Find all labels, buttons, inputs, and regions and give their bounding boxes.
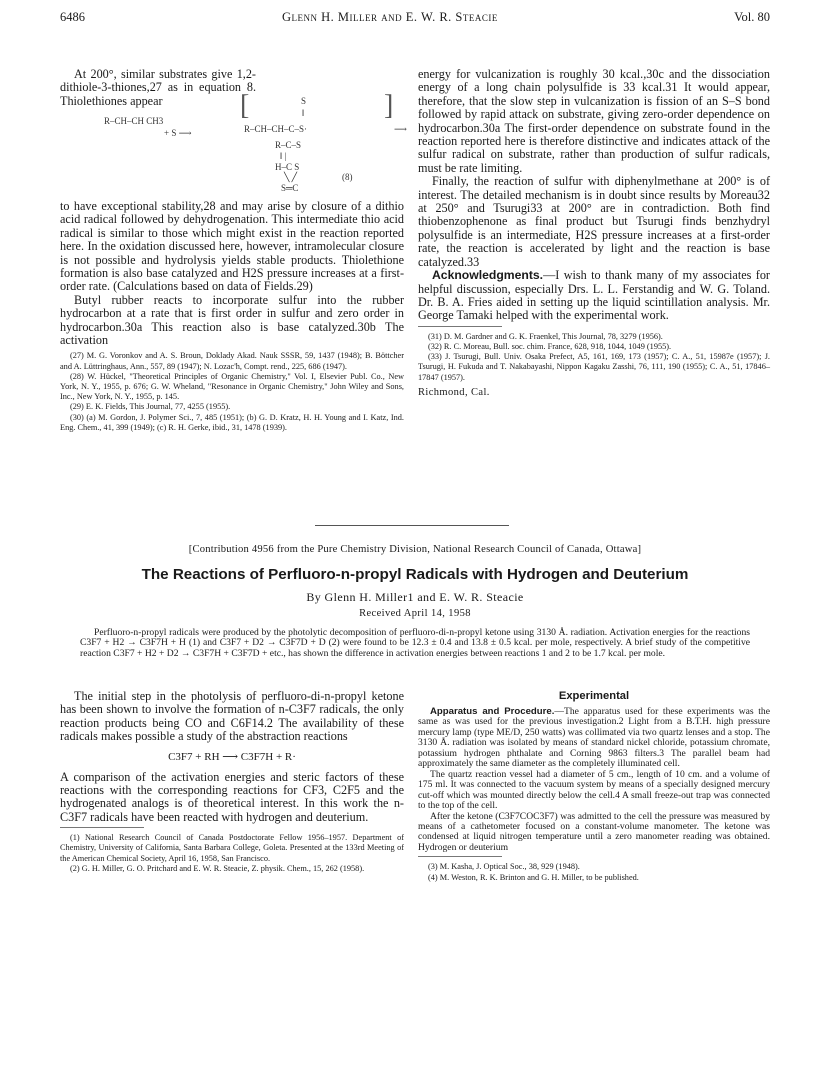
scheme-ring-4: ╲ ╱ [284, 172, 298, 182]
scheme-arrow: ⟶ [394, 124, 407, 134]
footnote: (32) R. C. Moreau, Bull. soc. chim. France, 628, 918, 1044, 1049 (1955). [428, 341, 672, 351]
left-column-body [60, 200, 404, 433]
equation-number: (8) [342, 172, 353, 182]
paragraph [418, 707, 770, 770]
running-header [60, 10, 770, 26]
footnote: (27) M. G. Voronkov and A. S. Broun, Doklady Akad. Nauk SSSR, 59, 1437 (1948); B. Böttcher and A. Lüttringhaus, Ann., 557, 89 (1947); N. Lozac'h, Compt. rend., 225, 686 (1947). [60, 351, 404, 371]
ack-text: —I wish to thank many of my associates for helpful discussion, especially Drs. L. L. Ferstandig and W. G. Toland. Dr. B. A. Fries aided in setting up the liquid scintillation analysis. Mr. George Tamaki helped with the experimental work. [418, 268, 770, 323]
city: Richmond, Cal. [418, 386, 490, 398]
footnote: (30) (a) M. Gordon, J. Polymer Sci., 7, 485 (1951); (b) G. D. Kratz, H. H. Young and I. Katz, Ind. Eng. Chem., 41, 399 (1949); (c) R. H. Gerke, ibid., 31, 1478 (1939). [60, 412, 404, 432]
footnote-rule [60, 827, 144, 828]
article-left-column [60, 690, 404, 874]
volume-label: Vol. 80 [734, 10, 770, 24]
footnote-rule [418, 326, 502, 327]
paragraph: The initial step in the photolysis of perfluoro-di-n-propyl ketone has been shown to involve the formation of n-C3F7 radicals, the only reaction products being CO and C6F14.2 The availability of these radicals makes possible a study of the abstraction reactions [60, 689, 404, 744]
footnote: (28) W. Hückel, "Theoretical Principles of Organic Chemistry," Vol. I, Elsevier Publ. Co., New York, N. Y., 1955, p. 676; G. W. Wheland, "Resonance in Organic Chemistry," John Wiley and Sons, Inc., New York, N. Y., 1955, p. 145. [60, 371, 404, 402]
footnote: (3) M. Kasha, J. Optical Soc., 38, 929 (1948). [428, 862, 580, 872]
received-date: Received April 14, 1958 [359, 608, 471, 619]
paragraph: After the ketone (C3F7COC3F7) was admitted to the cell the pressure was measured by means of a cathetometer focused on a constant-volume manometer. The ketone was condensed at liquid nitrogen temperature until a zero manometer reading was obtained. Hydrogen or deuterium [418, 810, 770, 853]
footnote: (31) D. M. Gardner and G. K. Fraenkel, This Journal, 78, 3279 (1956). [428, 331, 663, 341]
ack-heading: Acknowledgments. [432, 268, 544, 283]
paragraph: At 200°, similar substrates give 1,2-dithiole-3-thiones,27 as in equation 8. Thiolethiones appear [60, 67, 256, 108]
paragraph: energy for vulcanization is roughly 30 kcal.,30c and the dissociation energy of a long chain polysulfide is 33 kcal.31 It would appear, therefore, that the slow step in vulcanization is fission of an S–S bond followed by rapid attack on substrate, giving zero-order dependence on hydrocarbon.30a The first-order dependence on substrate found in the reaction reported here is therefore distinctive and indicates attack of the sulfur radical on substrate, rather than production of sulfur radicals, must be rate limiting. [418, 67, 770, 175]
scheme-ring-3: H–C S [275, 162, 300, 172]
article-right-column [418, 690, 770, 883]
section-heading: Experimental [558, 690, 630, 702]
bracket-open: [ [240, 90, 250, 121]
paragraph: A comparison of the activation energies and steric factors of these reactions with the corresponding reactions for CF3, C2F5 and the hydrogenated analogs is of theoretical interest. In this work the n-C3F7 radicals have been reacted with hydrogen and deuterium. [60, 769, 404, 824]
equation: C3F7 + RH ⟶ C3F7H + R· [168, 750, 296, 763]
footnotes-right [418, 332, 770, 383]
footnote: (4) M. Weston, R. K. Brinton and G. H. Miller, to be published. [428, 872, 639, 882]
scheme-plus-sulfur: + S ⟶ [164, 128, 192, 138]
scheme-ring-5: S═C [281, 183, 299, 193]
subheading: Apparatus and Procedure. [430, 706, 555, 717]
right-column-top [418, 68, 770, 398]
paragraph: The quartz reaction vessel had a diameter of 5 cm., length of 10 cm. and a volume of 175 ml. It was connected to the vacuum system by means of a specially designed mercury cut-off which was mounted directly below the cell.4 A small freeze-out trap was connected to the top of the cell. [418, 768, 770, 812]
footnote: (1) National Research Council of Canada Postdoctorate Fellow 1956–1957. Department of Chemistry, University of California, Santa Barbara College, Goleta. Presented at the 133rd Meeting of the American Chemical Society, April 16, 1958, San Francisco. [60, 833, 404, 863]
footnotes-left [60, 351, 404, 433]
byline: By Glenn H. Miller1 and E. W. R. Steacie [306, 590, 524, 604]
footnote: (2) G. H. Miller, G. O. Pritchard and E. W. R. Steacie, Z. physik. Chem., 15, 262 (1958). [70, 863, 365, 873]
running-title: Glenn H. Miller and E. W. R. Steacie [282, 10, 498, 24]
abstract: Perfluoro-n-propyl radicals were produced by the photolytic decomposition of perfluoro-di-n-propyl ketone using 3130 Å. radiation. Activation energies for the reactions C3F7 + H2 → C3F7H + H (1) and C3F7 + D2 → C3F7D + D (2) were found to be 12.3 ± 0.4 and 13.8 ± 0.5 kcal. per mole, respectively. A brief study of the competitive reaction C3F7 + H2 + D2 → C3F7H + C3F7D + etc., has shown the difference in activation energies between reactions 1 and 2 to be 1.7 kcal. per mole. [80, 627, 750, 659]
page-number: 6486 [60, 10, 85, 24]
scheme-intermediate: R–CH–CH–C–S· [244, 124, 308, 134]
paragraph: Butyl rubber reacts to incorporate sulfur into the rubber hydrocarbon at a rate that is first order in sulfur and zero order in hydrocarbon.30a This reaction also is base catalyzed.30b The activation [60, 292, 404, 348]
acknowledgments [418, 269, 770, 323]
scheme-top-s: S [301, 96, 307, 106]
article-title: The Reactions of Perfluoro-n-propyl Radicals with Hydrogen and Deuterium [141, 566, 689, 583]
paragraph: to have exceptional stability,28 and may arise by closure of a dithio acid radical followed by dehydrogenation. This intermediate thio acid radical is similar to those which might exist in the reaction reported here. In the oxidation discussed here, however, intramolecular closure is not possible and hydrolysis yields stable products. Thiolethione formation is also base catalyzed and H2S pressure increases at a first-order rate. (Calculations based on data of Fields.29) [60, 199, 404, 294]
scheme-ring-1: R–C–S [275, 140, 302, 150]
scheme-reactant: R–CH–CH CH3 [104, 116, 164, 126]
paragraph-text: —The apparatus used for these experiments was the same as was used for the previous investigation.2 Light from a B.T.H. high pressure mercury lamp (type ME/D, 250 watts) was collimated via two quartz lenses and a stop. The 3130 Å. radiation was isolated by means of standard nickel chloride, potassium chromate, potassium hydrogen phthalate and Corning 9863 filters.3 The parallel beam had approximately the same diameter as the completely illuminated cell. [418, 706, 770, 770]
footnote: (29) E. K. Fields, This Journal, 77, 4255 (1955). [70, 402, 231, 412]
bracket-close: ] [384, 90, 394, 121]
reaction-scheme-8 [94, 90, 414, 194]
scheme-top-bond: ‖ [302, 108, 305, 118]
paragraph: Finally, the reaction of sulfur with diphenylmethane at 200° is of interest. The detailed mechanism is in doubt since results by Moreau32 at 250° and Tsurugi33 at 200° are in contradiction. Both find thiobenzophenone as final product but Tsurugi finds benzhydryl polysulfide is an intermediate, H2S pressure increases at a first-order rate, the reaction is accelerated by light and the reaction is base catalyzed.33 [418, 174, 770, 269]
scheme-ring-2: ‖ | [280, 151, 287, 161]
contribution-line: [Contribution 4956 from the Pure Chemistry Division, National Research Council of Canada, Ottawa] [188, 544, 642, 555]
article-divider [315, 525, 509, 526]
footnote: (33) J. Tsurugi, Bull. Univ. Osaka Prefect, A5, 161, 169, 173 (1957); C. A., 51, 15987e (1957); J. Tsurugi, H. Fukuda and T. Nakabayashi, Nippon Kagaku Zasshi, 76, 111, 190 (1955); C. A., 51, 17846–17847 (1957). [418, 352, 770, 382]
footnote-rule [418, 856, 502, 857]
